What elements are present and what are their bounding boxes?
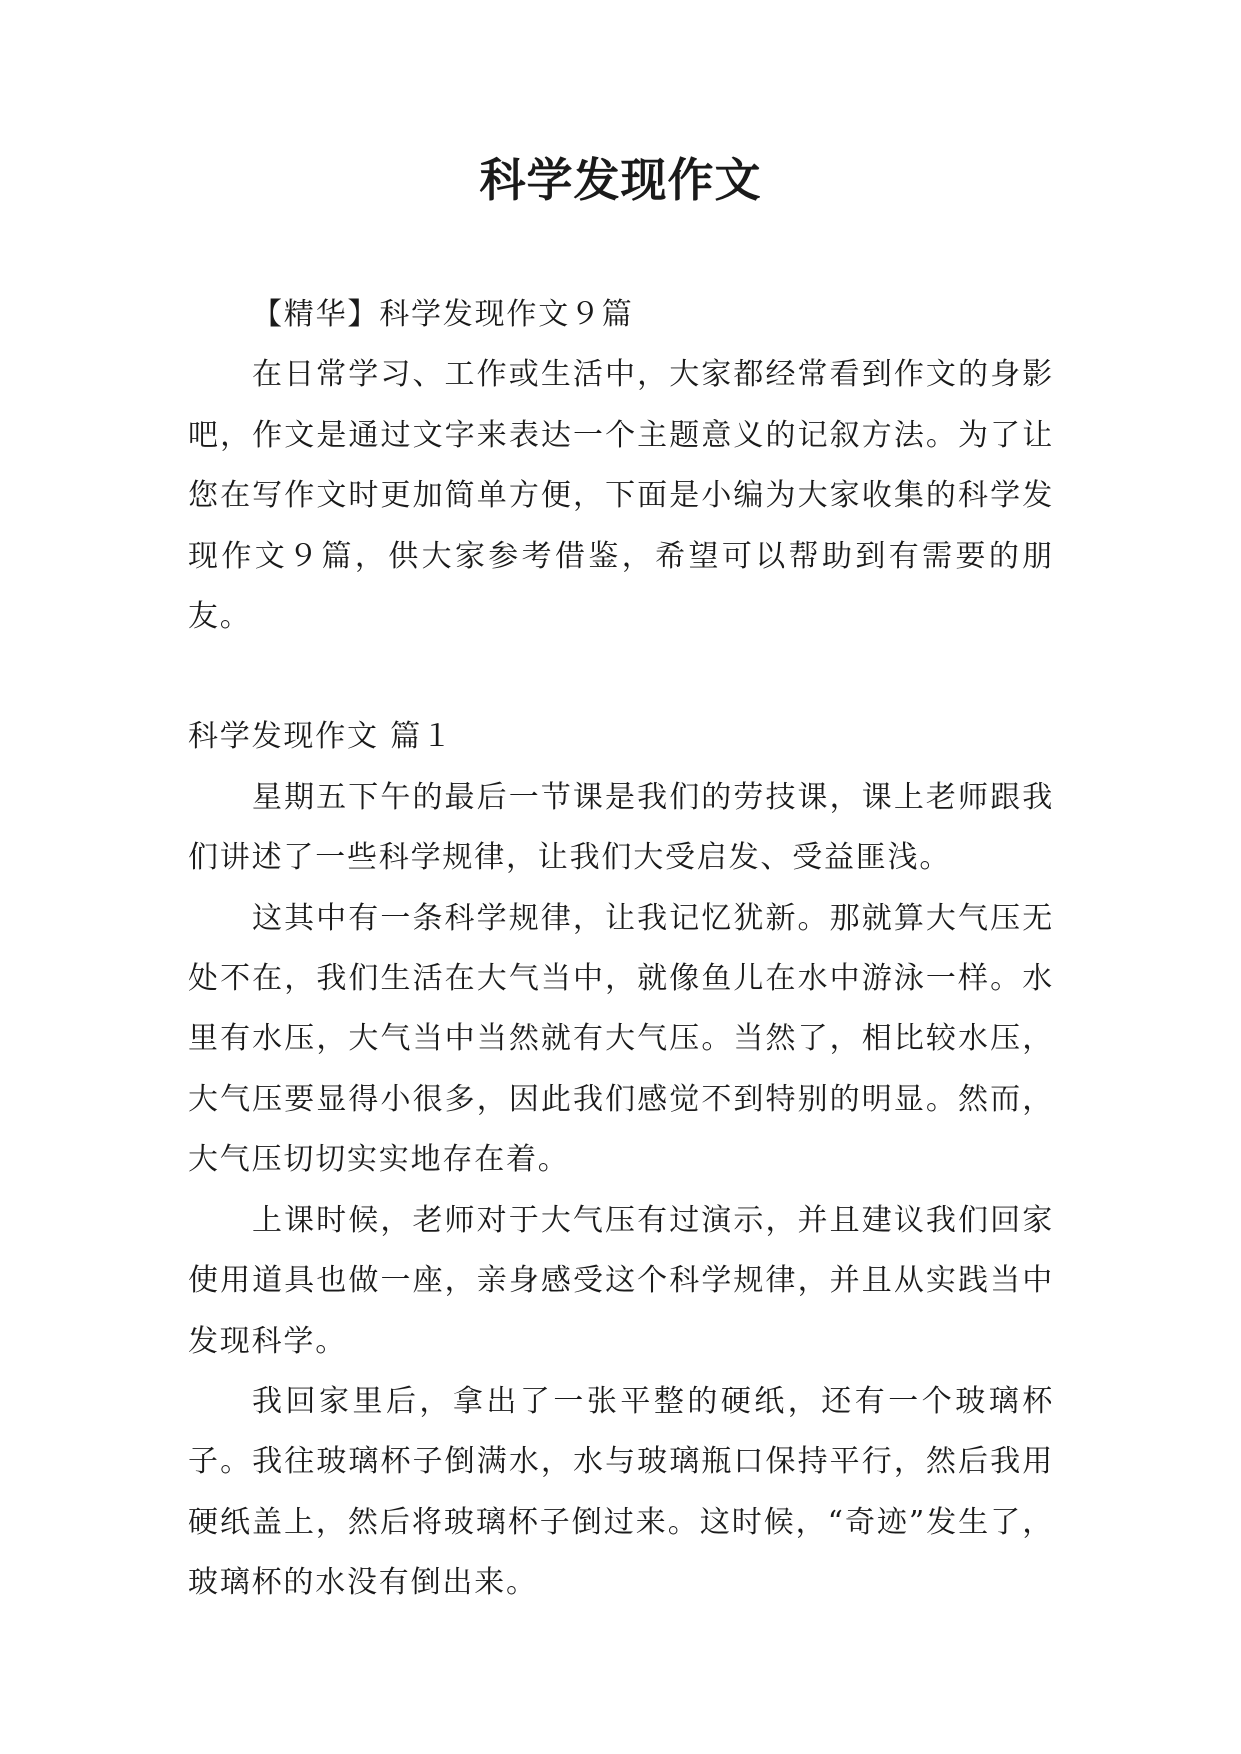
document-title: 科学发现作文	[479, 153, 762, 207]
section-paragraph-2: 这其中有一条科学规律，让我记忆犹新。那就算大气压无处不在，我们生活在大气当中，就像鱼儿在水中游泳一样。水里有水压，大气当中当然就有大气压。当然了，相比较水压，大气压要显得小很多，因此我们感觉不到特别的明显。然而，大气压切切实实地存在着。	[188, 900, 1054, 1178]
intro-heading: 【精华】科学发现作文９篇	[252, 297, 634, 332]
section-paragraph-1: 星期五下午的最后一节课是我们的劳技课，课上老师跟我们讲述了一些科学规律，让我们大受启发、受益匪浅。	[188, 779, 1054, 876]
section-heading: 科学发现作文 篇１	[188, 719, 454, 755]
intro-paragraph: 在日常学习、工作或生活中，大家都经常看到作文的身影吧，作文是通过文字来表达一个主题意义的记叙方法。为了让您在写作文时更加简单方便，下面是小编为大家收集的科学发现作文９篇，供大家参考借鉴，希望可以帮助到有需要的朋友。	[188, 357, 1054, 635]
section-paragraph-3: 上课时候，老师对于大气压有过演示，并且建议我们回家使用道具也做一座，亲身感受这个科学规律，并且从实践当中发现科学。	[188, 1202, 1054, 1359]
section-paragraph-4: 我回家里后，拿出了一张平整的硬纸，还有一个玻璃杯子。我往玻璃杯子倒满水，水与玻璃瓶口保持平行，然后我用硬纸盖上，然后将玻璃杯子倒过来。这时候，“奇迹”发生了，玻璃杯的水没有倒出来。	[188, 1383, 1054, 1601]
document-body	[188, 285, 1054, 1614]
